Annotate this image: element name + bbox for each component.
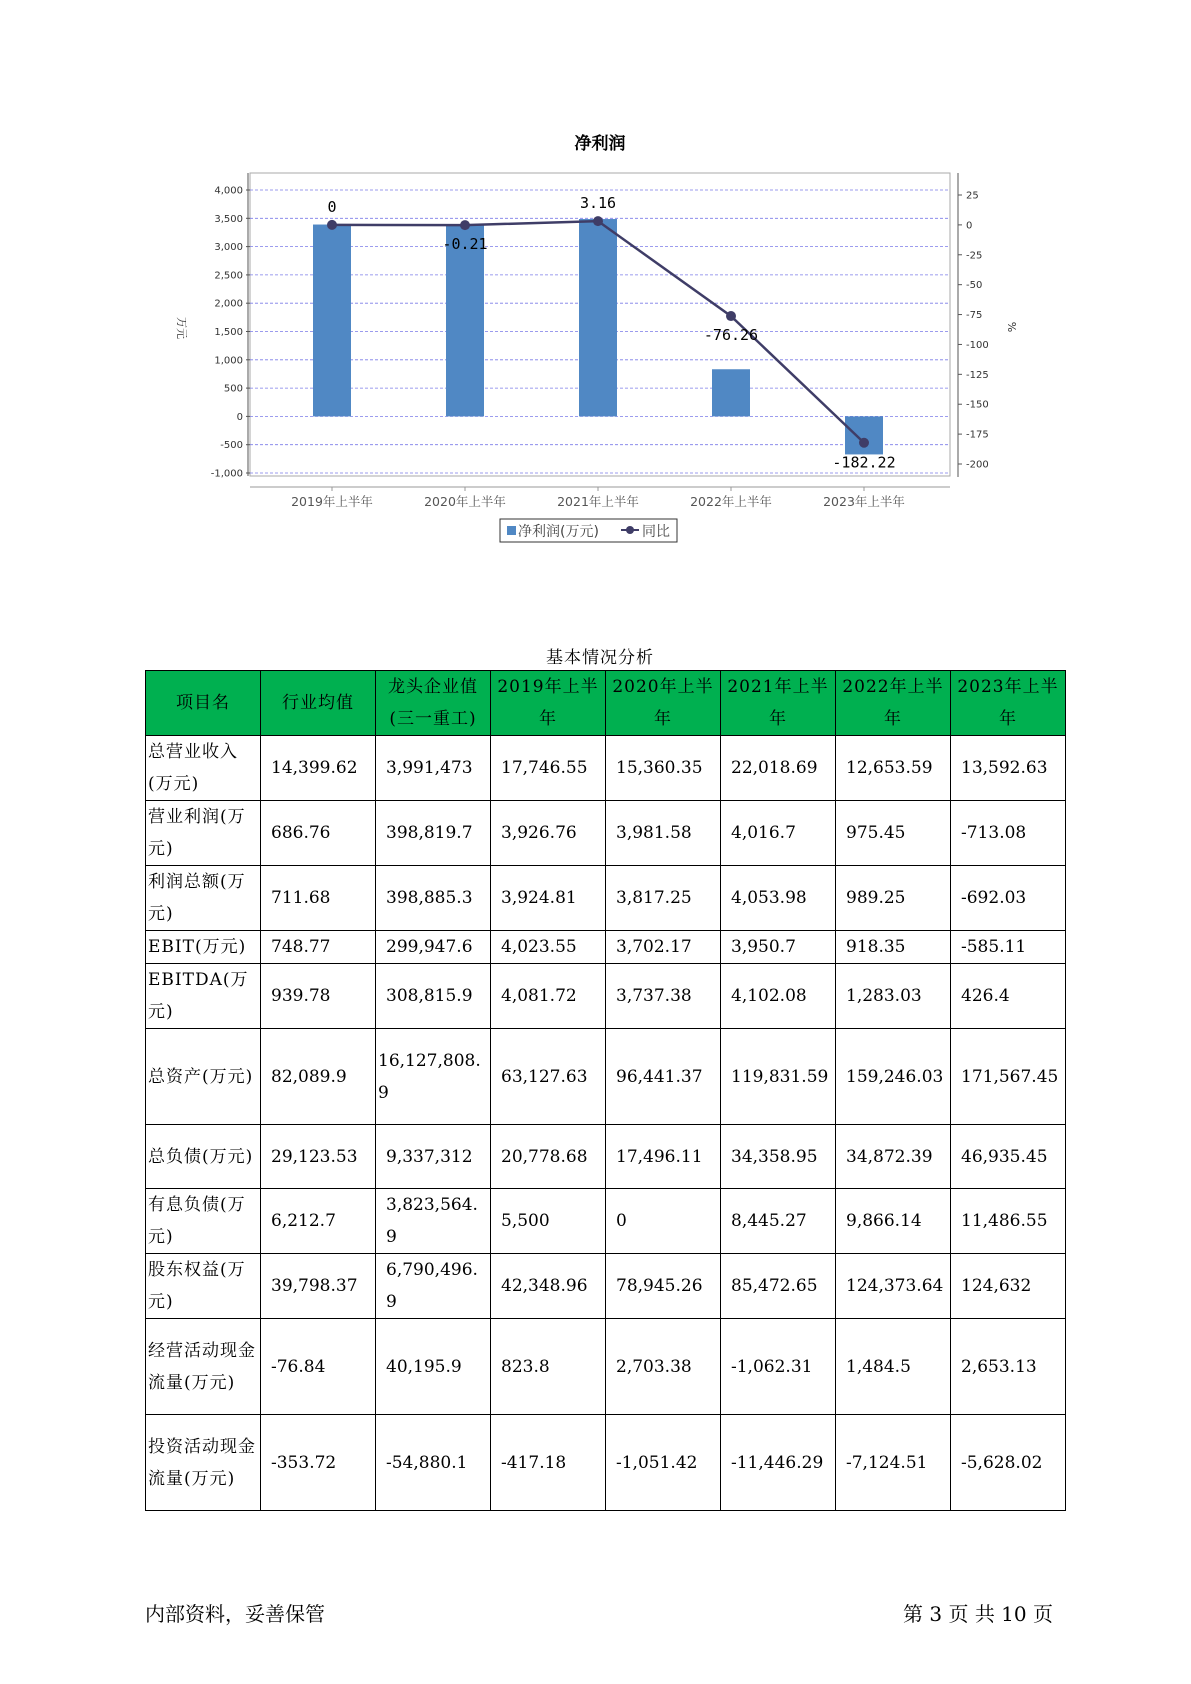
table-cell: 14,399.62 [261, 736, 376, 801]
table-cell: 15,360.35 [606, 736, 721, 801]
table-cell: 39,798.37 [261, 1254, 376, 1319]
legend-line-marker [626, 526, 634, 534]
table-cell: 171,567.45 [951, 1029, 1066, 1125]
column-header: 行业均值 [261, 671, 376, 736]
table-cell: 686.76 [261, 801, 376, 866]
header-row [146, 671, 1066, 736]
table-cell: -7,124.51 [836, 1415, 951, 1511]
table-cell: 398,885.3 [376, 866, 491, 931]
table-cell: 34,358.95 [721, 1125, 836, 1189]
y-tick-label: 3,000 [214, 242, 243, 254]
line-point-yoy [859, 438, 869, 448]
column-header: 2019年上半年 [491, 671, 606, 736]
footer-confidential: 内部资料，妥善保管 [145, 1602, 325, 1626]
table-cell: 78,945.26 [606, 1254, 721, 1319]
table-cell: 3,924.81 [491, 866, 606, 931]
y2-tick-label: -25 [966, 250, 983, 262]
table-cell: 9,866.14 [836, 1189, 951, 1254]
table-cell: 426.4 [951, 964, 1066, 1029]
chart-svg [150, 130, 1030, 600]
table-cell: 46,935.45 [951, 1125, 1066, 1189]
table-cell: 42,348.96 [491, 1254, 606, 1319]
table-cell: 989.25 [836, 866, 951, 931]
table-cell: -353.72 [261, 1415, 376, 1511]
column-header: 2021年上半年 [721, 671, 836, 736]
x-tick-label: 2021年上半年 [557, 494, 639, 509]
y2-axis-label: % [1005, 321, 1018, 333]
table-row [146, 1319, 1066, 1415]
table-cell: 159,246.03 [836, 1029, 951, 1125]
line-point-yoy [327, 220, 337, 230]
table-cell: 2,703.38 [606, 1319, 721, 1415]
table-cell: 398,819.7 [376, 801, 491, 866]
column-header: 龙头企业值(三一重工) [376, 671, 491, 736]
table-cell: 9,337,312 [376, 1125, 491, 1189]
column-header: 项目名 [146, 671, 261, 736]
data-label-yoy: -0.21 [442, 235, 488, 254]
table-cell: 5,500 [491, 1189, 606, 1254]
y-tick-label: 500 [223, 383, 243, 395]
data-label-yoy: 3.16 [579, 194, 617, 213]
table-cell: 0 [606, 1189, 721, 1254]
row-label-cell: 营业利润(万元) [146, 801, 261, 866]
legend-line-label: 同比 [642, 524, 670, 540]
table-row [146, 1189, 1066, 1254]
net-profit-chart [150, 130, 1030, 600]
table-cell: 40,195.9 [376, 1319, 491, 1415]
y-tick-label: 1,000 [214, 355, 243, 367]
data-label-yoy: 0 [327, 197, 337, 216]
table-cell: 82,089.9 [261, 1029, 376, 1125]
y2-tick-label: -125 [966, 369, 989, 381]
line-point-yoy [593, 216, 603, 226]
table-cell: 1,484.5 [836, 1319, 951, 1415]
table-cell: 8,445.27 [721, 1189, 836, 1254]
y-tick-label: 3,500 [214, 213, 243, 225]
table-cell: 4,016.7 [721, 801, 836, 866]
bar-net-profit [313, 225, 351, 417]
table-cell: 17,496.11 [606, 1125, 721, 1189]
table-cell: -5,628.02 [951, 1415, 1066, 1511]
table-cell: 11,486.55 [951, 1189, 1066, 1254]
row-label-cell: 总资产(万元) [146, 1029, 261, 1125]
table-cell: 96,441.37 [606, 1029, 721, 1125]
data-label-yoy: -76.26 [703, 326, 759, 345]
y-tick-label: -500 [220, 440, 243, 452]
x-tick-label: 2022年上半年 [690, 494, 772, 509]
table-row [146, 931, 1066, 964]
table-cell: 17,746.55 [491, 736, 606, 801]
row-label-cell: 利润总额(万元) [146, 866, 261, 931]
line-point-yoy [726, 311, 736, 321]
table-row [146, 866, 1066, 931]
table-cell: -713.08 [951, 801, 1066, 866]
table-cell: 2,653.13 [951, 1319, 1066, 1415]
table-cell: 16,127,808.9 [376, 1029, 491, 1125]
row-label-cell: 总负债(万元) [146, 1125, 261, 1189]
bar-net-profit [712, 369, 750, 416]
table-row [146, 801, 1066, 866]
y2-tick-label: -150 [966, 399, 989, 411]
footer-page-number: 第 3 页 共 10 页 [903, 1602, 1053, 1626]
table-cell: 13,592.63 [951, 736, 1066, 801]
table-row [146, 736, 1066, 801]
row-label-cell: 经营活动现金流量(万元) [146, 1319, 261, 1415]
x-tick-label: 2020年上半年 [424, 494, 506, 509]
y2-tick-label: -175 [966, 429, 989, 441]
table-cell: 3,737.38 [606, 964, 721, 1029]
table-cell: -417.18 [491, 1415, 606, 1511]
y-axis-label: 万元 [175, 317, 188, 339]
row-label-cell: 总营业收入(万元) [146, 736, 261, 801]
row-label-cell: EBIT(万元) [146, 931, 261, 964]
table-row [146, 1415, 1066, 1511]
table-cell: -585.11 [951, 931, 1066, 964]
table-row [146, 1125, 1066, 1189]
table-cell: 4,081.72 [491, 964, 606, 1029]
table-cell: 3,991,473 [376, 736, 491, 801]
table-cell: 6,212.7 [261, 1189, 376, 1254]
y-tick-label: 2,500 [214, 270, 243, 282]
y2-tick-label: -100 [966, 339, 989, 351]
table-title: 基本情况分析 [546, 648, 654, 668]
table-cell: 918.35 [836, 931, 951, 964]
table-cell: 119,831.59 [721, 1029, 836, 1125]
y-tick-label: 2,000 [214, 298, 243, 310]
column-header: 2020年上半年 [606, 671, 721, 736]
x-tick-label: 2023年上半年 [823, 494, 905, 509]
table-cell: -54,880.1 [376, 1415, 491, 1511]
bar-net-profit [579, 219, 617, 416]
bar-net-profit [845, 416, 883, 454]
line-point-yoy [460, 220, 470, 230]
y2-tick-label: 0 [966, 220, 973, 232]
column-header: 2022年上半年 [836, 671, 951, 736]
table-cell: -1,062.31 [721, 1319, 836, 1415]
table-cell: -11,446.29 [721, 1415, 836, 1511]
table-cell: -76.84 [261, 1319, 376, 1415]
table-cell: 34,872.39 [836, 1125, 951, 1189]
table-cell: 1,283.03 [836, 964, 951, 1029]
basic-analysis-table [145, 670, 1066, 1511]
table-cell: -1,051.42 [606, 1415, 721, 1511]
y-tick-label: 0 [236, 411, 243, 423]
table-cell: 4,102.08 [721, 964, 836, 1029]
y2-tick-label: -50 [966, 280, 983, 292]
table-cell: 939.78 [261, 964, 376, 1029]
bar-net-profit [446, 225, 484, 416]
table-cell: 29,123.53 [261, 1125, 376, 1189]
table-cell: 6,790,496.9 [376, 1254, 491, 1319]
y-tick-label: 1,500 [214, 327, 243, 338]
table-cell: 4,023.55 [491, 931, 606, 964]
table-cell: -692.03 [951, 866, 1066, 931]
table-header [146, 671, 1066, 736]
y2-tick-label: -75 [966, 310, 983, 322]
table-row [146, 964, 1066, 1029]
table-cell: 975.45 [836, 801, 951, 866]
y-tick-label: 4,000 [214, 185, 243, 197]
y-tick-label: -1,000 [210, 468, 243, 480]
table-row [146, 1029, 1066, 1125]
table-cell: 3,823,564.9 [376, 1189, 491, 1254]
y2-tick-label: 25 [966, 190, 979, 202]
column-header: 2023年上半年 [951, 671, 1066, 736]
table-cell: 3,702.17 [606, 931, 721, 964]
table-body [146, 736, 1066, 1511]
table-cell: 308,815.9 [376, 964, 491, 1029]
chart-title: 净利润 [574, 134, 626, 154]
table-cell: 22,018.69 [721, 736, 836, 801]
y2-tick-label: -200 [966, 459, 989, 471]
table-cell: 3,981.58 [606, 801, 721, 866]
table-cell: 4,053.98 [721, 866, 836, 931]
table-cell: 12,653.59 [836, 736, 951, 801]
table-cell: 823.8 [491, 1319, 606, 1415]
legend-bar-label: 净利润(万元) [518, 524, 599, 540]
table-cell: 3,817.25 [606, 866, 721, 931]
table-cell: 748.77 [261, 931, 376, 964]
table-cell: 85,472.65 [721, 1254, 836, 1319]
table-cell: 124,373.64 [836, 1254, 951, 1319]
row-label-cell: 有息负债(万元) [146, 1189, 261, 1254]
row-label-cell: EBITDA(万元) [146, 964, 261, 1029]
table-cell: 124,632 [951, 1254, 1066, 1319]
table-cell: 299,947.6 [376, 931, 491, 964]
row-label-cell: 投资活动现金流量(万元) [146, 1415, 261, 1511]
table-cell: 20,778.68 [491, 1125, 606, 1189]
table-cell: 63,127.63 [491, 1029, 606, 1125]
table-cell: 711.68 [261, 866, 376, 931]
row-label-cell: 股东权益(万元) [146, 1254, 261, 1319]
legend-bar-swatch [507, 526, 516, 535]
table-row [146, 1254, 1066, 1319]
data-label-yoy: -182.22 [832, 453, 896, 472]
table-cell: 3,926.76 [491, 801, 606, 866]
table-cell: 3,950.7 [721, 931, 836, 964]
x-tick-label: 2019年上半年 [291, 494, 373, 509]
